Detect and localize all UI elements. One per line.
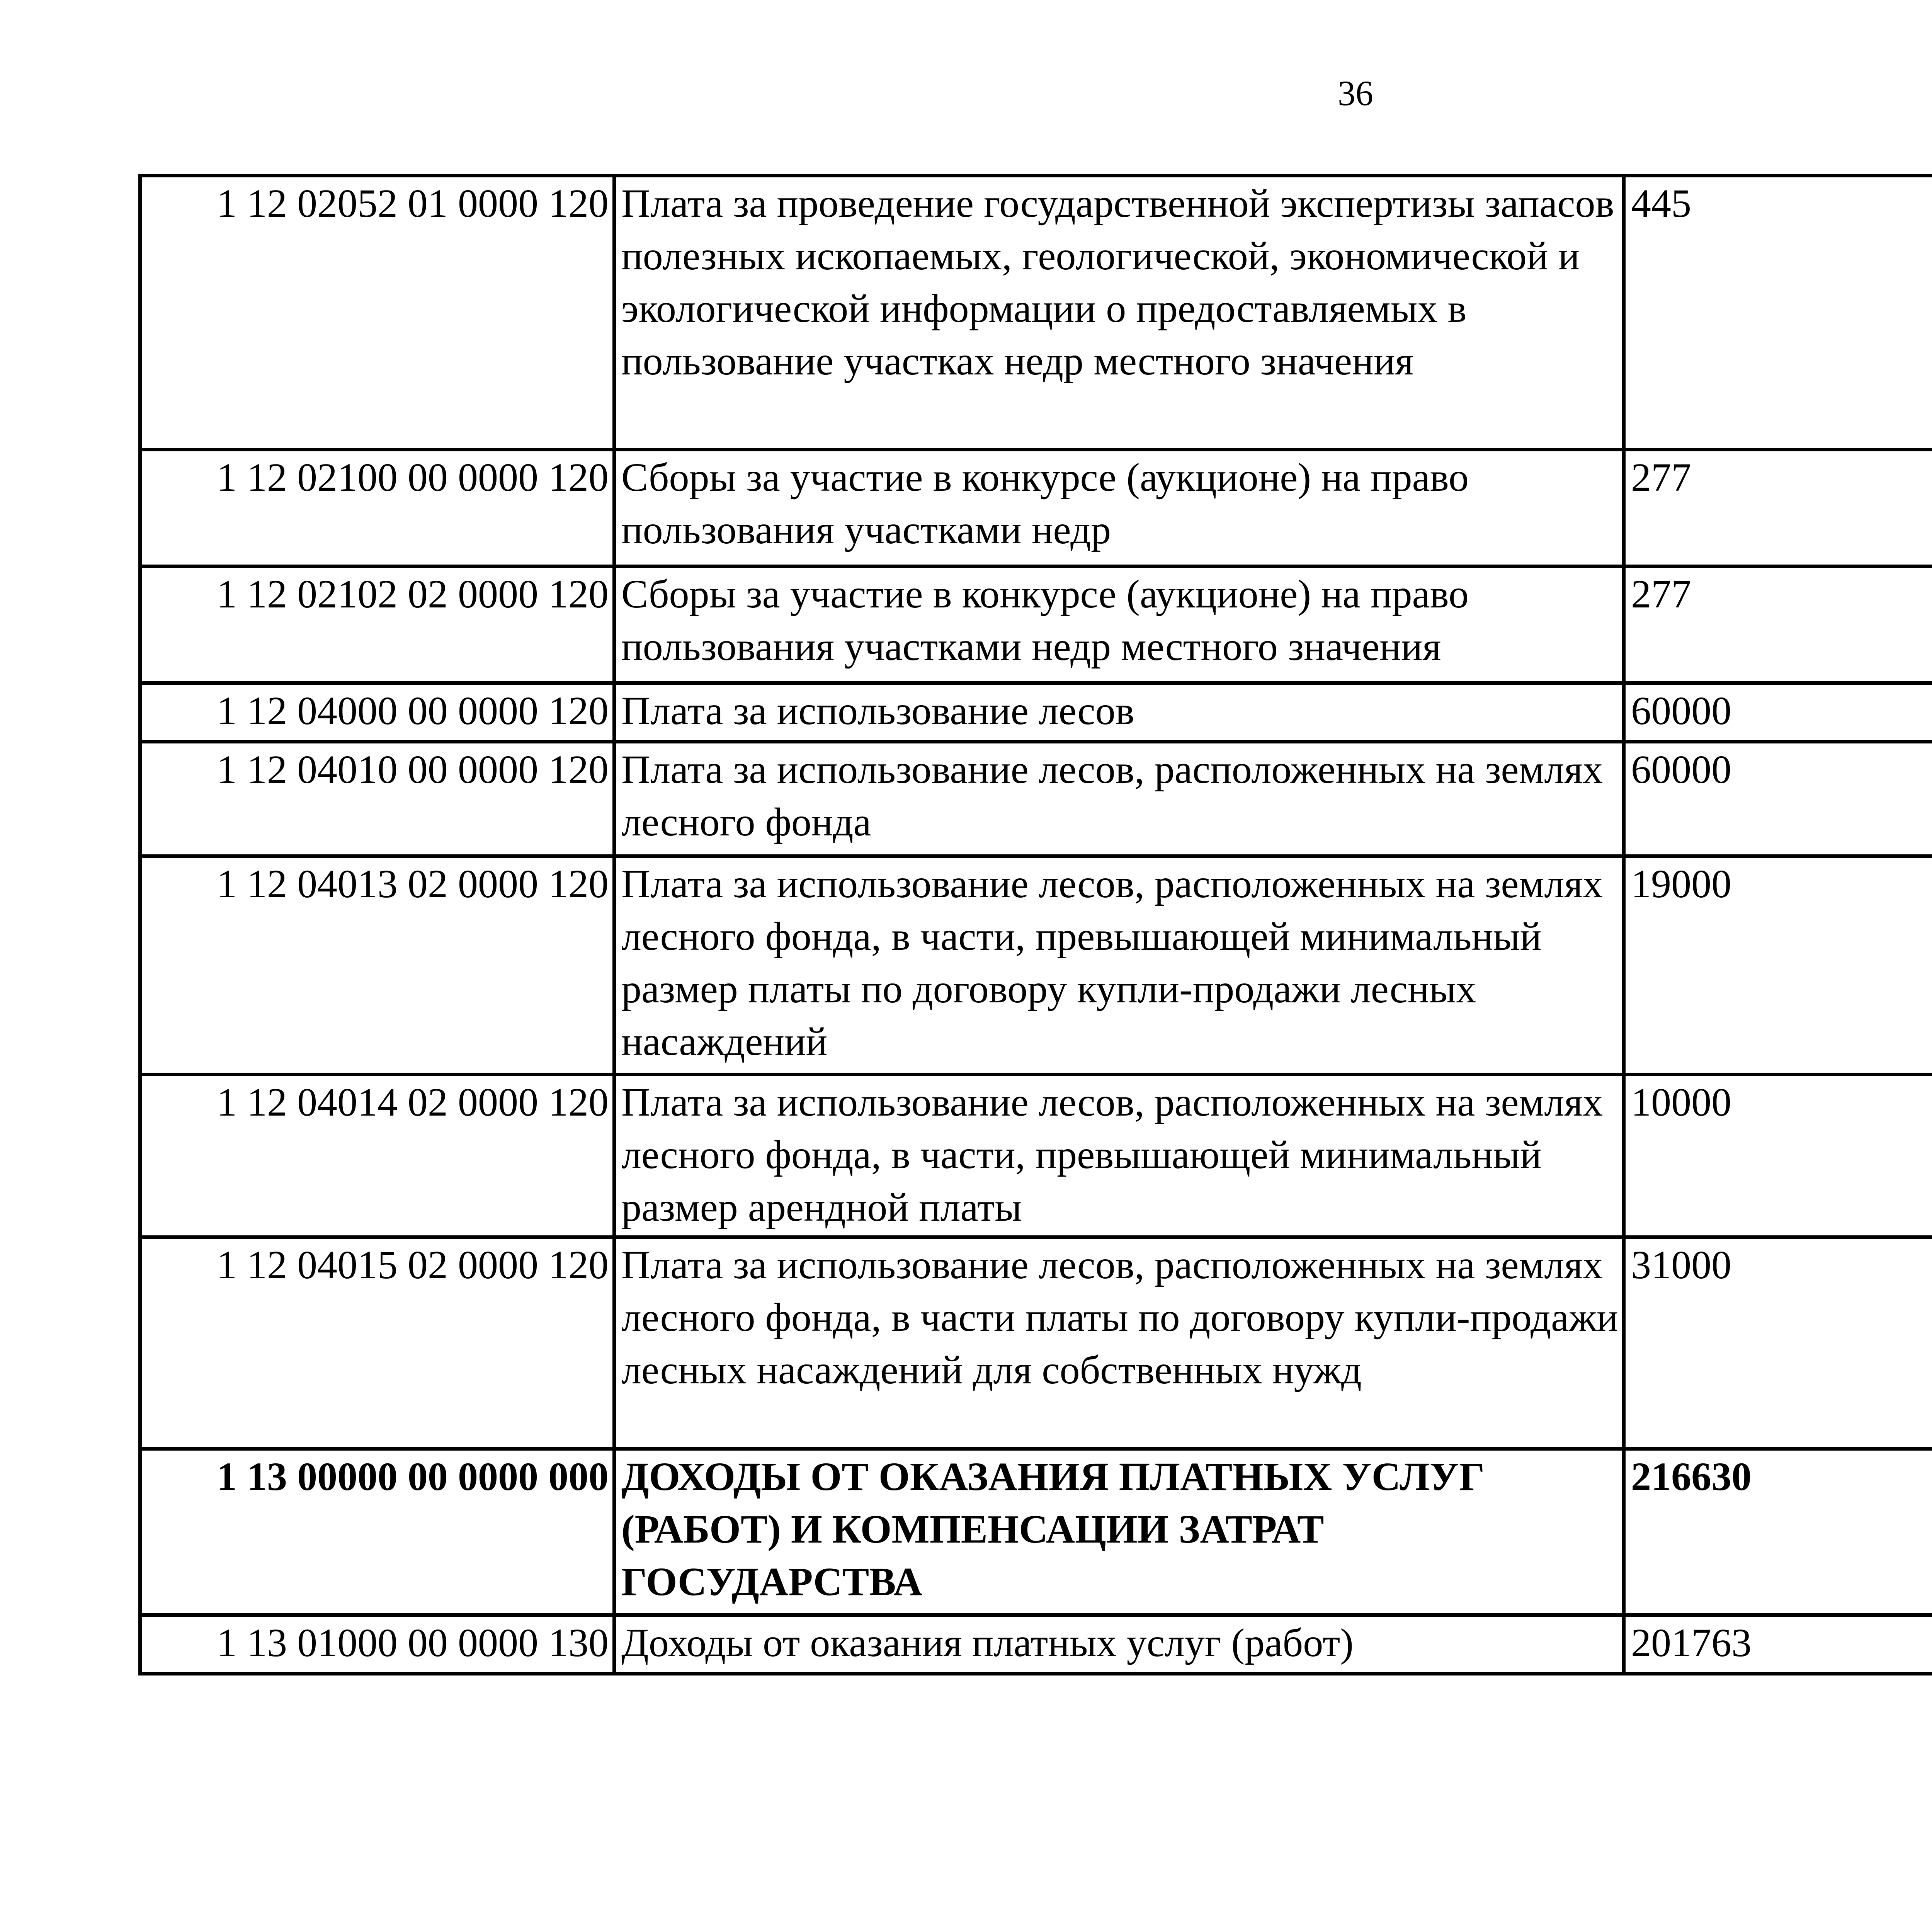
row-name: Плата за использование лесов, расположенных на землях лесного фонда bbox=[614, 742, 1624, 856]
row-code: 1 13 01000 00 0000 130 bbox=[140, 1615, 614, 1674]
row-name: Плата за проведение государственной экспертизы запасов полезных ископаемых, геологической, экономической и экологической информации о предоставляемых в пользование участках недр местного значения bbox=[614, 176, 1624, 450]
row-code: 1 12 04013 02 0000 120 bbox=[140, 856, 614, 1075]
row-value-1: 60000 bbox=[1624, 742, 1932, 856]
table-row bbox=[140, 856, 1932, 1075]
row-value-1: 216630 bbox=[1624, 1449, 1932, 1615]
row-value-1: 31000 bbox=[1624, 1237, 1932, 1449]
row-value-1: 10000 bbox=[1624, 1075, 1932, 1237]
row-name: Доходы от оказания платных услуг (работ) bbox=[614, 1615, 1624, 1674]
row-value-1: 19000 bbox=[1624, 856, 1932, 1075]
row-code: 1 12 04000 00 0000 120 bbox=[140, 683, 614, 742]
table-row bbox=[140, 1237, 1932, 1449]
row-code: 1 12 02102 02 0000 120 bbox=[140, 566, 614, 683]
table-row bbox=[140, 450, 1932, 566]
row-code: 1 12 02052 01 0000 120 bbox=[140, 176, 614, 450]
table-row bbox=[140, 1075, 1932, 1237]
row-name: Плата за использование лесов, расположенных на землях лесного фонда, в части, превышающей минимальный размер платы по договору купли-продажи лесных насаждений bbox=[614, 856, 1624, 1075]
table-row bbox=[140, 176, 1932, 450]
row-code: 1 12 04015 02 0000 120 bbox=[140, 1237, 614, 1449]
row-name: Плата за использование лесов, расположенных на землях лесного фонда, в части, превышающей минимальный размер арендной платы bbox=[614, 1075, 1624, 1237]
row-code: 1 13 00000 00 0000 000 bbox=[140, 1449, 614, 1615]
row-name: Сборы за участие в конкурсе (аукционе) на право пользования участками недр местного значения bbox=[614, 566, 1624, 683]
row-value-1: 201763 bbox=[1624, 1615, 1932, 1674]
row-name: Плата за использование лесов bbox=[614, 683, 1624, 742]
table-row bbox=[140, 1615, 1932, 1674]
row-code: 1 12 04010 00 0000 120 bbox=[140, 742, 614, 856]
table-row bbox=[140, 566, 1932, 683]
revenue-table bbox=[138, 174, 1932, 1675]
row-value-1: 277 bbox=[1624, 450, 1932, 566]
row-code: 1 12 02100 00 0000 120 bbox=[140, 450, 614, 566]
row-name: ДОХОДЫ ОТ ОКАЗАНИЯ ПЛАТНЫХ УСЛУГ (РАБОТ) И КОМПЕНСАЦИИ ЗАТРАТ ГОСУДАРСТВА bbox=[614, 1449, 1624, 1615]
table-row bbox=[140, 742, 1932, 856]
row-value-1: 277 bbox=[1624, 566, 1932, 683]
row-value-1: 60000 bbox=[1624, 683, 1932, 742]
table-row bbox=[140, 1449, 1932, 1615]
table-row bbox=[140, 683, 1932, 742]
row-name: Плата за использование лесов, расположенных на землях лесного фонда, в части платы по договору купли-продажи лесных насаждений для собственных нужд bbox=[614, 1237, 1624, 1449]
row-value-1: 445 bbox=[1624, 176, 1932, 450]
row-code: 1 12 04014 02 0000 120 bbox=[140, 1075, 614, 1237]
row-name: Сборы за участие в конкурсе (аукционе) на право пользования участками недр bbox=[614, 450, 1624, 566]
page-number: 36 bbox=[1338, 73, 1373, 113]
